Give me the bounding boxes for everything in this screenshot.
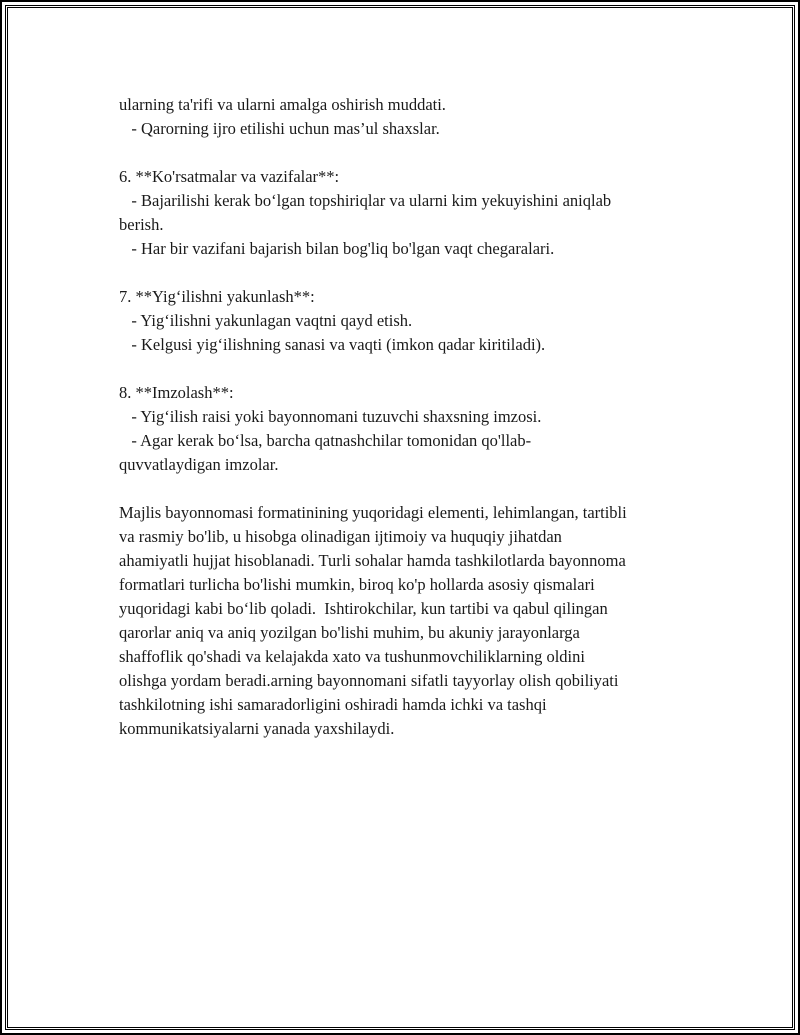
text-line: shaffoflik qo'shadi va kelajakda xato va tushunmovchiliklarning oldini xyxy=(119,647,585,666)
paragraph-gap xyxy=(119,141,699,165)
text-line: - Yig‘ilish raisi yoki bayonnomani tuzuvchi shaxsning imzosi. xyxy=(119,407,542,426)
section-heading: 7. **Yig‘ilishni yakunlash**: xyxy=(119,287,315,306)
section-heading: 8. **Imzolash**: xyxy=(119,383,234,402)
document-body xyxy=(119,93,699,741)
text-line: tashkilotning ishi samaradorligini oshiradi hamda ichki va tashqi xyxy=(119,695,547,714)
text-line: kommunikatsiyalarni yanada yaxshilaydi. xyxy=(119,719,395,738)
text-line: - Kelgusi yig‘ilishning sanasi va vaqti (imkon qadar kiritiladi). xyxy=(119,335,546,354)
text-line: berish. xyxy=(119,215,164,234)
text-line: yuqoridagi kabi bo‘lib qoladi. Ishtirokchilar, kun tartibi va qabul qilingan xyxy=(119,599,608,618)
text-line: quvvatlaydigan imzolar. xyxy=(119,455,279,474)
text-line: - Har bir vazifani bajarish bilan bog'liq bo'lgan vaqt chegaralari. xyxy=(119,239,555,258)
paragraph-gap xyxy=(119,477,699,501)
text-line: - Qarorning ijro etilishi uchun mas’ul shaxslar. xyxy=(119,119,440,138)
section-7 xyxy=(119,285,699,357)
text-line: - Agar kerak bo‘lsa, barcha qatnashchilar tomonidan qo'llab- xyxy=(119,431,532,450)
text-line: va rasmiy bo'lib, u hisobga olinadigan ijtimoiy va huquqiy jihatdan xyxy=(119,527,562,546)
text-line: ularning ta'rifi va ularni amalga oshirish muddati. xyxy=(119,95,446,114)
text-line: formatlari turlicha bo'lishi mumkin, biroq ko'p hollarda asosiy qismalari xyxy=(119,575,595,594)
paragraph-gap xyxy=(119,357,699,381)
text-line: - Bajarilishi kerak bo‘lgan topshiriqlar va ularni kim yekuyishini aniqlab xyxy=(119,191,612,210)
section-8 xyxy=(119,381,699,477)
section-6 xyxy=(119,165,699,261)
text-line: olishga yordam beradi.arning bayonnomani sifatli tayyorlay olish qobiliyati xyxy=(119,671,619,690)
text-line: - Yig‘ilishni yakunlagan vaqtni qayd etish. xyxy=(119,311,413,330)
section-heading: 6. **Ko'rsatmalar va vazifalar**: xyxy=(119,167,340,186)
paragraph-gap xyxy=(119,261,699,285)
text-line: qarorlar aniq va aniq yozilgan bo'lishi muhim, bu akuniy jarayonlarga xyxy=(119,623,580,642)
text-line: Majlis bayonnomasi formatinining yuqoridagi elementi, lehimlangan, tartibli xyxy=(119,503,627,522)
text-line: ahamiyatli hujjat hisoblanadi. Turli sohalar hamda tashkilotlarda bayonnoma xyxy=(119,551,626,570)
summary-paragraph xyxy=(119,501,699,741)
section-5-tail xyxy=(119,93,699,141)
